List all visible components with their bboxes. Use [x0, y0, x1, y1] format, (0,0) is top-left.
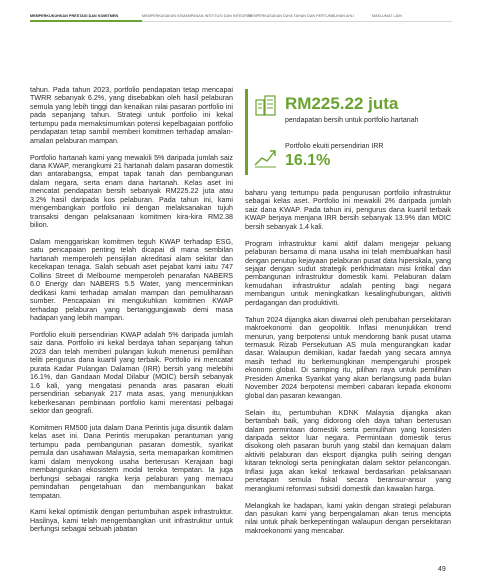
nav-tab-prestasi-komitmen[interactable]: MEMPERKUKUHKAN PRESTASI DAN KOMITMEN: [30, 14, 142, 21]
paragraph: tahun. Pada tahun 2023, portfolio pendapatan tetap mencapai TWRR sebanyak 6.2%, yang disebabkan oleh hasil pelaburan semula yang lebih tinggi dan kenaikan nilai pasaran portfolio ini pada sepanjang tahun. Strategi untuk portfolio ini kekal tertumpu pada memaksimumkan potensi kepelbagaian portfolio pendapatan tetap sambil memberi komitmen terhadap amalan-amalan pelaburan mampan.: [30, 86, 233, 145]
right-text-column: [245, 189, 451, 544]
highlight-amount-caption: pendapatan bersih untuk portfolio hartanah: [285, 117, 419, 124]
left-text-column: [30, 86, 233, 542]
paragraph: Dalam menggariskan komitmen teguh KWAP terhadap ESG, satu pencapaian penting telah dicapai di mana sembilan hartanah memperoleh pensijilan akreditasi alam sekitar dan kecekapan tenaga. Salah sebuah aset pejabat kami iaitu 747 Collins Street di Melbourne memperoleh penarafan NABERS 6.0 Energy dan NABERS 5.5 Water, yang mencerminkan dedikasi kami terhadap amalan mampan dan pemuliharaan sumber. Pencapaian ini mengukuhkan komitmen KWAP terhadap pelaburan yang bertanggungjawab demi masa hadapan yang lebih mampan.: [30, 238, 233, 323]
highlight-accent-bar: [245, 89, 248, 175]
paragraph: Program infrastruktur kami aktif dalam mengejar peluang pelaburan bersama di mana usaha ini telah membuahkan hasil dengan penutup kejayaan pelaburan pusat data hiperskala, yang sejajar dengan sudut strategik perkhidmatan misi kritikal dan pembangunan infrastruktur domestik kami. Pelaburan dalam kemudahan infrastruktur adalah penting bagi negara membangun untuk meningkatkan kesalinghubungan, aktiviti perdagangan dan produktiviti.: [245, 239, 451, 307]
nav-tab-maklumat-lain[interactable]: MAKLUMAT LAIN: [372, 14, 402, 18]
highlight-amount: RM225.22 juta: [285, 94, 399, 113]
section-navigation: [30, 7, 452, 22]
nav-tab-daya-tahan-ahli[interactable]: MEMPERKASAKAN DAYA TAHAN DAN PERTUMBUHAN AHLI: [248, 14, 355, 18]
paragraph: Portfolio ekuiti persendirian KWAP adalah 5% daripada jumlah saiz dana. Portfolio ini kekal berdaya tahan sepanjang tahun 2023 dan telah memberi pulangan kukuh menerusi pemilihan teliti pengurus dana kuartil yang terbaik. Portfolio ini mencatat purata Kadar Pulangan Dalaman (IRR) bersih yang melebihi 16.1%, dan Gandaan Modal Dilabur (MOIC) bersih sebanyak 1.6 kali, yang mengatasi penanda aras pasaran ekuiti persendirian sebanyak 217 mata asas, yang menunjukkan keberkesanan pembinaan portfolio kami merentasi pelbagai sektor dan geografi.: [30, 330, 233, 416]
building-icon: [253, 94, 278, 116]
paragraph: Selain itu, pertumbuhan KDNK Malaysia dijangka akan bertambah baik, yang didorong oleh daya tahan berterusan dalam permintaan domestik serta pemulihan yang konsisten daripada sektor luar negara. Permintaan domestik terus disokong oleh pasaran buruh yang stabil dan kemajuan dalam aktiviti pelaburan dan eksport dijangka pulih seiring dengan kitaran teknologi serta peningkatan dalam sektor pelancongan. Inflasi juga akan kekal terkawal berdasarkan pelaksanaan penetapan semula fiskal secara beransur-ansur yang merangkumi reformasi subsidi domestik dan kawalan harga.: [245, 408, 451, 493]
paragraph: Melangkah ke hadapan, kami yakin dengan strategi pelaburan dan pasukan kami yang berpengalaman akan terus mencipta nilai untuk pihak berkepentingan walaupun dengan persekitaran makroekonomi yang mencabar.: [245, 501, 451, 535]
paragraph: Portfolio hartanah kami yang mewakili 5% daripada jumlah saiz dana KWAP, merangkumi 21 hartanah dalam pasaran domestik dan antarabangsa, empat tapak tanah dan pembangunan dalam negara, serta enam dana hartanah. Kelas aset ini mencatat pendapatan bersih sebanyak RM225.22 juta atau 3.2% hasil daripada kos pelaburan. Pada tahun ini, kami mengembangkan portfolio ini dengan melaksanakan tujuh transaksi dengan pelaksanaan komitmen kira-kira RM2.38 bilion.: [30, 153, 233, 230]
highlight-irr-value: 16.1%: [285, 152, 331, 169]
growth-chart-icon: [253, 146, 278, 168]
paragraph: Komitmen RM500 juta dalam Dana Perintis juga disuntik dalam kelas aset ini. Dana Perintis merupakan perantuman yang tertumpu pada pembangunan pasaran domestik, syarikat pemula dan usahawan Malaysia, serta memaparkan komitmen kami dalam menyokong usaha berterusan Kerajaan bagi membangunkan ekosistem modal teroka tempatan. Ia juga berfungsi sebagai rangka kerja pelaburan yang memacu pemindahan pengetahuan dan membangunkan bakat tempatan.: [30, 423, 233, 500]
paragraph: baharu yang tertumpu pada pengurusan portfolio infrastruktur sebagai kelas aset. Portfolio ini mewakili 2% daripada jumlah saiz dana KWAP. Pada tahun ini, pengurus dana kuartil terbaik KWAP berjaya menjana IRR bersih sebanyak 13.9% dan MOIC bersih sebanyak 1.4 kali.: [245, 189, 451, 231]
nav-tab-kemampanan-integriti[interactable]: MEMPERKASAKAN KEMAMPANAN INSTITUSI DAN INTEGRITI: [142, 14, 252, 18]
page-number: 49: [438, 566, 446, 573]
highlight-box: [245, 89, 451, 175]
highlight-irr-label: Portfolio ekuiti persendirian IRR: [285, 143, 384, 150]
paragraph: Kami kekal optimistik dengan pertumbuhan aspek infrastruktur. Hasilnya, kami telah mengembangkan unit infrastruktur untuk berfungsi sebagai sebuah jabatan: [30, 508, 233, 534]
paragraph: Tahun 2024 dijangka akan diwarnai oleh perubahan persekitaran makroekonomi dan geopolitik. Inflasi menunjukkan trend menurun, yang berpotensi untuk mendorong bank pusat utama termasuk Rizab Persekutuan AS mula mengurangkan kadar dasar. Walaupun demikian, kadar faedah yang secara amnya masih terhad itu berkemungkinan mempengaruhi prospek ekonomi global. Di samping itu, pilihan raya untuk pemilihan Presiden Amerika Syarikat yang akan berlangsung pada bulan November 2024 berpotensi memberi cabaran kepada ekonomi global dan pasaran kewangan.: [245, 315, 451, 400]
